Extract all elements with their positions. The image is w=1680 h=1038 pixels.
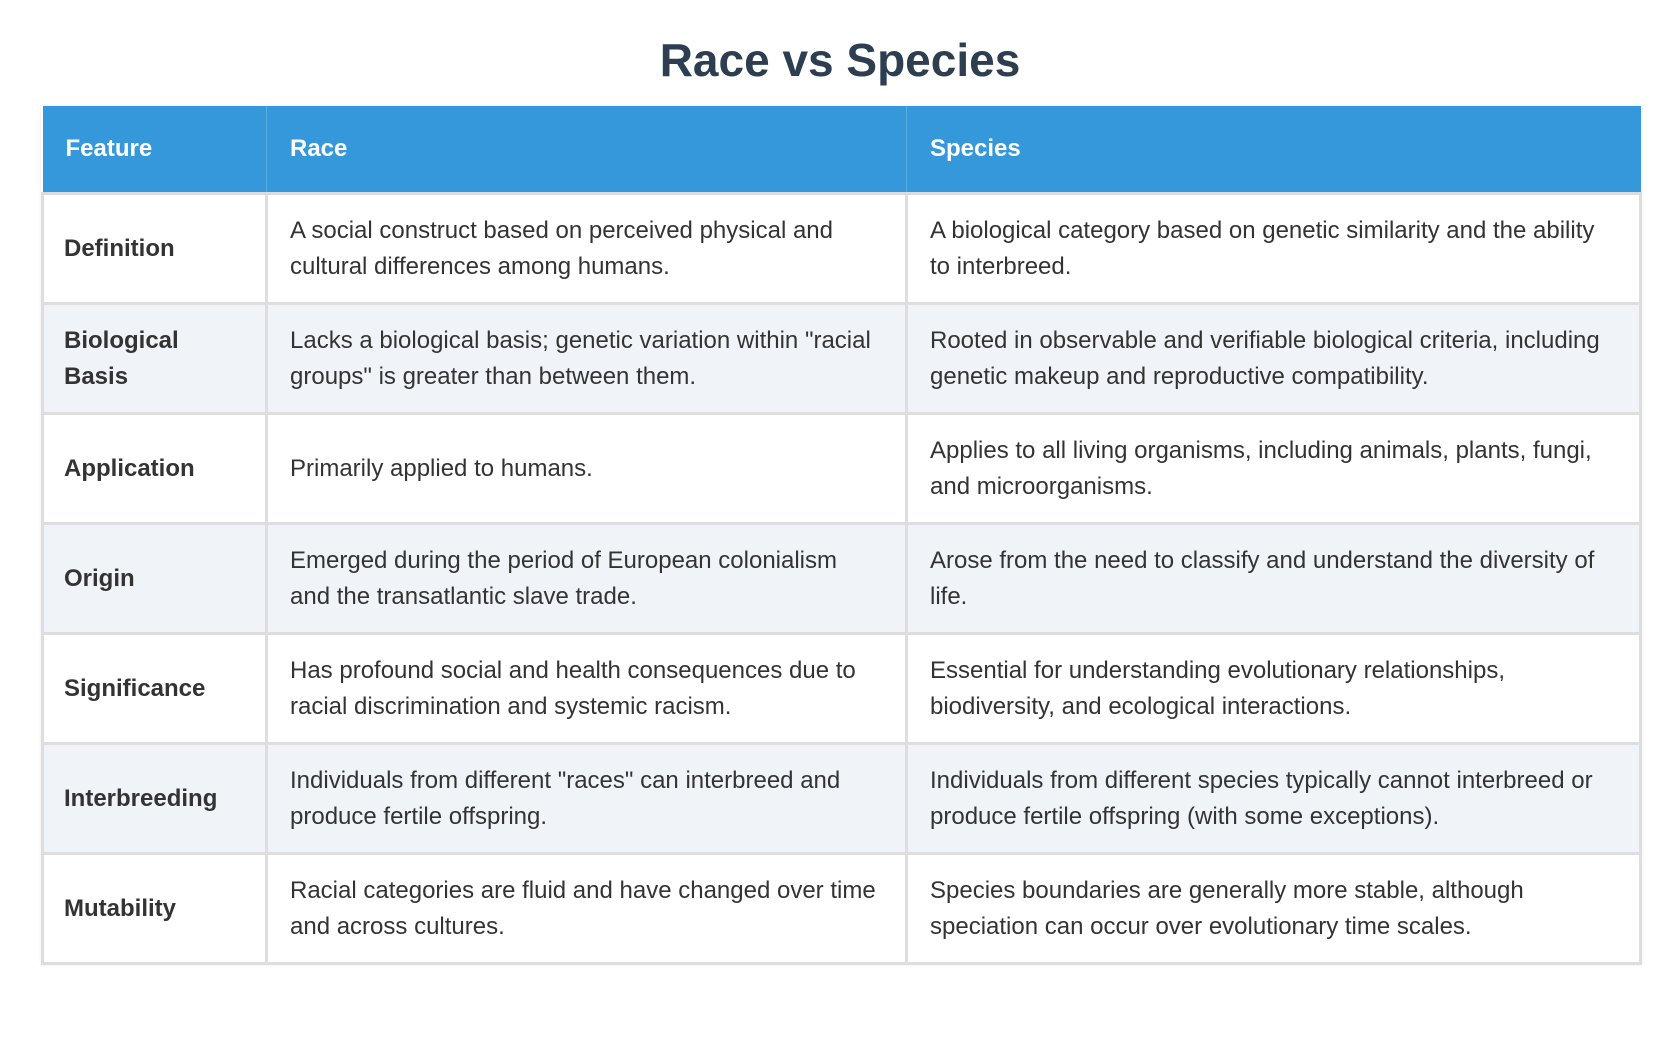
table-row [43, 854, 1641, 964]
species-cell: Individuals from different species typically cannot interbreed or produce fertile offspring (with some exceptions). [907, 744, 1641, 854]
comparison-table-container [41, 106, 1639, 965]
race-cell: Racial categories are fluid and have changed over time and across cultures. [267, 854, 907, 964]
species-cell: Arose from the need to classify and understand the diversity of life. [907, 524, 1641, 634]
race-cell: Has profound social and health consequences due to racial discrimination and systemic racism. [267, 634, 907, 744]
race-cell: Primarily applied to humans. [267, 414, 907, 524]
header-race: Race [267, 106, 907, 194]
species-cell: Essential for understanding evolutionary relationships, biodiversity, and ecological interactions. [907, 634, 1641, 744]
feature-cell: Interbreeding [43, 744, 267, 854]
species-cell: A biological category based on genetic similarity and the ability to interbreed. [907, 194, 1641, 304]
page-title: Race vs Species [659, 34, 1021, 86]
table-row [43, 194, 1641, 304]
species-cell: Applies to all living organisms, including animals, plants, fungi, and microorganisms. [907, 414, 1641, 524]
feature-cell: Definition [43, 194, 267, 304]
table-row [43, 634, 1641, 744]
header-feature: Feature [43, 106, 267, 194]
race-cell: A social construct based on perceived physical and cultural differences among humans. [267, 194, 907, 304]
feature-cell: Origin [43, 524, 267, 634]
feature-cell: Biological Basis [43, 304, 267, 414]
table-row [43, 414, 1641, 524]
race-cell: Emerged during the period of European colonialism and the transatlantic slave trade. [267, 524, 907, 634]
header-species: Species [907, 106, 1641, 194]
feature-cell: Significance [43, 634, 267, 744]
header-row [43, 106, 1641, 194]
table-row [43, 304, 1641, 414]
race-cell: Lacks a biological basis; genetic variation within "racial groups" is greater than between them. [267, 304, 907, 414]
feature-cell: Mutability [43, 854, 267, 964]
table-body [43, 194, 1641, 964]
table-row [43, 524, 1641, 634]
species-cell: Rooted in observable and verifiable biological criteria, including genetic makeup and reproductive compatibility. [907, 304, 1641, 414]
table-row [43, 744, 1641, 854]
comparison-table [41, 106, 1642, 965]
feature-cell: Application [43, 414, 267, 524]
race-cell: Individuals from different "races" can interbreed and produce fertile offspring. [267, 744, 907, 854]
table-header [43, 106, 1641, 194]
species-cell: Species boundaries are generally more stable, although speciation can occur over evolutionary time scales. [907, 854, 1641, 964]
